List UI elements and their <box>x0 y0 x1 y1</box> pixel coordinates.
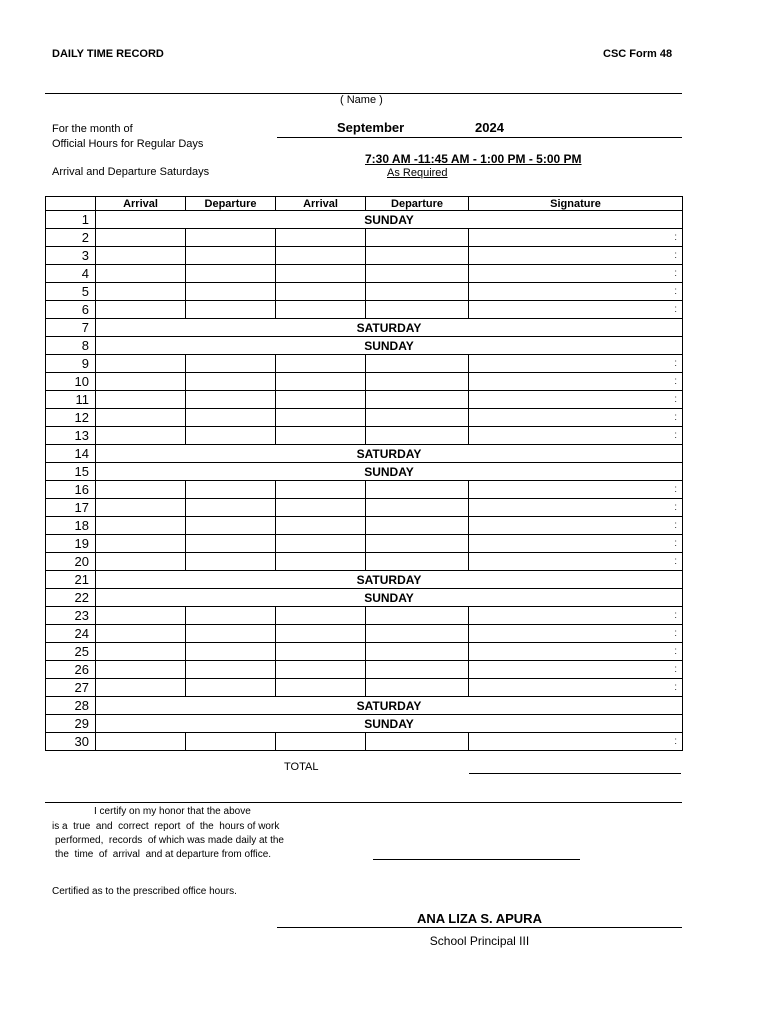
table-row <box>46 517 683 535</box>
day-number: 18 <box>46 517 96 535</box>
column-header: Signature <box>469 197 683 211</box>
pm-departure-cell[interactable] <box>366 283 469 301</box>
day-number: 25 <box>46 643 96 661</box>
am-departure-cell[interactable] <box>186 427 276 445</box>
signature-cell[interactable]: : <box>469 535 683 553</box>
pm-arrival-cell[interactable] <box>276 643 366 661</box>
table-row <box>46 337 683 355</box>
day-number: 1 <box>46 211 96 229</box>
table-row <box>46 211 683 229</box>
month-label: For the month of <box>52 123 133 135</box>
am-arrival-cell[interactable] <box>96 643 186 661</box>
weekend-label: SUNDAY <box>96 463 683 481</box>
am-departure-cell[interactable] <box>186 679 276 697</box>
signature-cell[interactable]: : <box>469 679 683 697</box>
pm-arrival-cell[interactable] <box>276 661 366 679</box>
am-arrival-cell[interactable] <box>96 535 186 553</box>
month-value: September <box>337 120 405 135</box>
table-row <box>46 715 683 733</box>
am-arrival-cell[interactable] <box>96 283 186 301</box>
am-arrival-cell[interactable] <box>96 679 186 697</box>
day-number: 26 <box>46 661 96 679</box>
day-number: 24 <box>46 625 96 643</box>
am-departure-cell[interactable] <box>186 355 276 373</box>
am-departure-cell[interactable] <box>186 499 276 517</box>
am-departure-cell[interactable] <box>186 643 276 661</box>
pm-arrival-cell[interactable] <box>276 391 366 409</box>
table-row <box>46 409 683 427</box>
weekend-label: SATURDAY <box>96 319 683 337</box>
table-row <box>46 589 683 607</box>
signature-cell[interactable]: : <box>469 265 683 283</box>
am-arrival-cell[interactable] <box>96 301 186 319</box>
am-arrival-cell[interactable] <box>96 733 186 751</box>
principal-title: School Principal III <box>429 934 530 948</box>
signature-cell[interactable]: : <box>469 661 683 679</box>
pm-departure-cell[interactable] <box>366 355 469 373</box>
day-number: 29 <box>46 715 96 733</box>
am-arrival-cell[interactable] <box>96 427 186 445</box>
month-line <box>277 137 682 138</box>
pm-departure-cell[interactable] <box>366 733 469 751</box>
pm-departure-cell[interactable] <box>366 409 469 427</box>
day-number: 6 <box>46 301 96 319</box>
signature-cell[interactable]: : <box>469 499 683 517</box>
saturday-label: Arrival and Departure Saturdays <box>52 166 210 178</box>
pm-departure-cell[interactable] <box>366 247 469 265</box>
signature-cell[interactable]: : <box>469 607 683 625</box>
signature-cell[interactable]: : <box>469 625 683 643</box>
table-row <box>46 445 683 463</box>
pm-arrival-cell[interactable] <box>276 283 366 301</box>
pm-departure-cell[interactable] <box>366 535 469 553</box>
am-arrival-cell[interactable] <box>96 247 186 265</box>
pm-departure-cell[interactable] <box>366 661 469 679</box>
table-row <box>46 247 683 265</box>
column-header: Departure <box>366 197 469 211</box>
column-header: Arrival <box>276 197 366 211</box>
pm-departure-cell[interactable] <box>366 427 469 445</box>
day-number: 11 <box>46 391 96 409</box>
pm-arrival-cell[interactable] <box>276 481 366 499</box>
form-number: CSC Form 48 <box>603 48 673 60</box>
pm-arrival-cell[interactable] <box>276 301 366 319</box>
weekend-label: SUNDAY <box>96 715 683 733</box>
day-number: 12 <box>46 409 96 427</box>
signature-cell[interactable]: : <box>469 229 683 247</box>
am-arrival-cell[interactable] <box>96 517 186 535</box>
am-departure-cell[interactable] <box>186 391 276 409</box>
am-departure-cell[interactable] <box>186 661 276 679</box>
am-departure-cell[interactable] <box>186 517 276 535</box>
pm-arrival-cell[interactable] <box>276 409 366 427</box>
signature-cell[interactable]: : <box>469 643 683 661</box>
am-departure-cell[interactable] <box>186 409 276 427</box>
pm-departure-cell[interactable] <box>366 229 469 247</box>
weekend-label: SUNDAY <box>96 589 683 607</box>
time-record-table <box>45 196 683 751</box>
signature-cell[interactable]: : <box>469 481 683 499</box>
table-row <box>46 373 683 391</box>
weekend-label: SATURDAY <box>96 571 683 589</box>
pm-arrival-cell[interactable] <box>276 265 366 283</box>
signature-cell[interactable]: : <box>469 373 683 391</box>
table-row <box>46 571 683 589</box>
pm-departure-cell[interactable] <box>366 499 469 517</box>
day-number: 10 <box>46 373 96 391</box>
signature-cell[interactable]: : <box>469 355 683 373</box>
pm-arrival-cell[interactable] <box>276 733 366 751</box>
total-label: TOTAL <box>284 761 319 773</box>
day-number: 27 <box>46 679 96 697</box>
table-row <box>46 481 683 499</box>
day-number: 22 <box>46 589 96 607</box>
table-row <box>46 535 683 553</box>
signature-cell[interactable]: : <box>469 283 683 301</box>
signature-cell[interactable]: : <box>469 301 683 319</box>
weekend-label: SATURDAY <box>96 445 683 463</box>
signature-cell[interactable]: : <box>469 733 683 751</box>
table-row <box>46 355 683 373</box>
pm-arrival-cell[interactable] <box>276 373 366 391</box>
am-departure-cell[interactable] <box>186 301 276 319</box>
day-number: 7 <box>46 319 96 337</box>
pm-departure-cell[interactable] <box>366 679 469 697</box>
pm-departure-cell[interactable] <box>366 643 469 661</box>
pm-arrival-cell[interactable] <box>276 607 366 625</box>
table-row <box>46 625 683 643</box>
pm-departure-cell[interactable] <box>366 301 469 319</box>
table-row <box>46 499 683 517</box>
pm-arrival-cell[interactable] <box>276 625 366 643</box>
day-number: 4 <box>46 265 96 283</box>
principal-signature-line <box>277 927 682 928</box>
table-row <box>46 463 683 481</box>
day-number: 20 <box>46 553 96 571</box>
pm-departure-cell[interactable] <box>366 553 469 571</box>
pm-arrival-cell[interactable] <box>276 427 366 445</box>
am-arrival-cell[interactable] <box>96 409 186 427</box>
am-arrival-cell[interactable] <box>96 265 186 283</box>
day-number: 8 <box>46 337 96 355</box>
day-number: 17 <box>46 499 96 517</box>
certified-label: Certified as to the prescribed office hours. <box>52 886 237 897</box>
am-departure-cell[interactable] <box>186 625 276 643</box>
table-row <box>46 553 683 571</box>
day-number: 14 <box>46 445 96 463</box>
cert-line-4: the time of arrival and at departure from office. <box>55 849 272 860</box>
table-row <box>46 679 683 697</box>
am-arrival-cell[interactable] <box>96 391 186 409</box>
am-arrival-cell[interactable] <box>96 499 186 517</box>
am-departure-cell[interactable] <box>186 247 276 265</box>
pm-departure-cell[interactable] <box>366 391 469 409</box>
pm-arrival-cell[interactable] <box>276 535 366 553</box>
am-arrival-cell[interactable] <box>96 553 186 571</box>
am-arrival-cell[interactable] <box>96 481 186 499</box>
day-number: 5 <box>46 283 96 301</box>
pm-arrival-cell[interactable] <box>276 355 366 373</box>
am-departure-cell[interactable] <box>186 265 276 283</box>
table-row <box>46 283 683 301</box>
table-row <box>46 265 683 283</box>
am-departure-cell[interactable] <box>186 229 276 247</box>
day-number: 21 <box>46 571 96 589</box>
day-number: 19 <box>46 535 96 553</box>
table-header-row <box>46 197 683 211</box>
am-arrival-cell[interactable] <box>96 229 186 247</box>
form-title: DAILY TIME RECORD <box>52 48 164 60</box>
signature-cell[interactable]: : <box>469 409 683 427</box>
pm-departure-cell[interactable] <box>366 607 469 625</box>
principal-name: ANA LIZA S. APURA <box>417 911 542 926</box>
day-number: 23 <box>46 607 96 625</box>
table-row <box>46 697 683 715</box>
day-number: 16 <box>46 481 96 499</box>
am-departure-cell[interactable] <box>186 535 276 553</box>
pm-arrival-cell[interactable] <box>276 229 366 247</box>
column-header: Departure <box>186 197 276 211</box>
signature-cell[interactable]: : <box>469 553 683 571</box>
day-number: 13 <box>46 427 96 445</box>
am-departure-cell[interactable] <box>186 481 276 499</box>
pm-departure-cell[interactable] <box>366 265 469 283</box>
day-number: 15 <box>46 463 96 481</box>
am-departure-cell[interactable] <box>186 733 276 751</box>
cert-line-3: performed, records of which was made daily at the <box>55 835 284 846</box>
am-departure-cell[interactable] <box>186 553 276 571</box>
am-arrival-cell[interactable] <box>96 607 186 625</box>
table-row <box>46 391 683 409</box>
am-arrival-cell[interactable] <box>96 661 186 679</box>
table-row <box>46 229 683 247</box>
pm-departure-cell[interactable] <box>366 481 469 499</box>
am-arrival-cell[interactable] <box>96 355 186 373</box>
saturday-value: As Required <box>387 167 448 179</box>
am-departure-cell[interactable] <box>186 373 276 391</box>
employee-signature-line <box>373 859 580 860</box>
column-header: Arrival <box>96 197 186 211</box>
signature-cell[interactable]: : <box>469 391 683 409</box>
table-row <box>46 607 683 625</box>
day-number: 9 <box>46 355 96 373</box>
table-row <box>46 427 683 445</box>
pm-departure-cell[interactable] <box>366 373 469 391</box>
cert-line-2: is a true and correct report of the hours of work <box>52 821 280 832</box>
am-arrival-cell[interactable] <box>96 625 186 643</box>
pm-departure-cell[interactable] <box>366 625 469 643</box>
table-row <box>46 301 683 319</box>
pm-arrival-cell[interactable] <box>276 247 366 265</box>
certification-divider <box>45 802 682 803</box>
pm-arrival-cell[interactable] <box>276 553 366 571</box>
table-row <box>46 733 683 751</box>
table-row <box>46 319 683 337</box>
pm-departure-cell[interactable] <box>366 517 469 535</box>
weekend-label: SUNDAY <box>96 337 683 355</box>
cert-line-1: I certify on my honor that the above <box>94 806 251 817</box>
table-row <box>46 661 683 679</box>
signature-cell[interactable]: : <box>469 427 683 445</box>
total-line <box>469 773 681 774</box>
day-column-header <box>46 197 96 211</box>
year-value: 2024 <box>475 120 504 135</box>
day-number: 2 <box>46 229 96 247</box>
day-number: 3 <box>46 247 96 265</box>
am-departure-cell[interactable] <box>186 607 276 625</box>
day-number: 30 <box>46 733 96 751</box>
pm-arrival-cell[interactable] <box>276 517 366 535</box>
table-row <box>46 643 683 661</box>
weekend-label: SATURDAY <box>96 697 683 715</box>
pm-arrival-cell[interactable] <box>276 679 366 697</box>
am-departure-cell[interactable] <box>186 283 276 301</box>
day-number: 28 <box>46 697 96 715</box>
official-hours-label: Official Hours for Regular Days <box>52 138 204 150</box>
pm-arrival-cell[interactable] <box>276 499 366 517</box>
am-arrival-cell[interactable] <box>96 373 186 391</box>
name-label: ( Name ) <box>340 94 383 106</box>
signature-cell[interactable]: : <box>469 517 683 535</box>
weekend-label: SUNDAY <box>96 211 683 229</box>
official-hours-value: 7:30 AM -11:45 AM - 1:00 PM - 5:00 PM <box>365 152 582 166</box>
signature-cell[interactable]: : <box>469 247 683 265</box>
